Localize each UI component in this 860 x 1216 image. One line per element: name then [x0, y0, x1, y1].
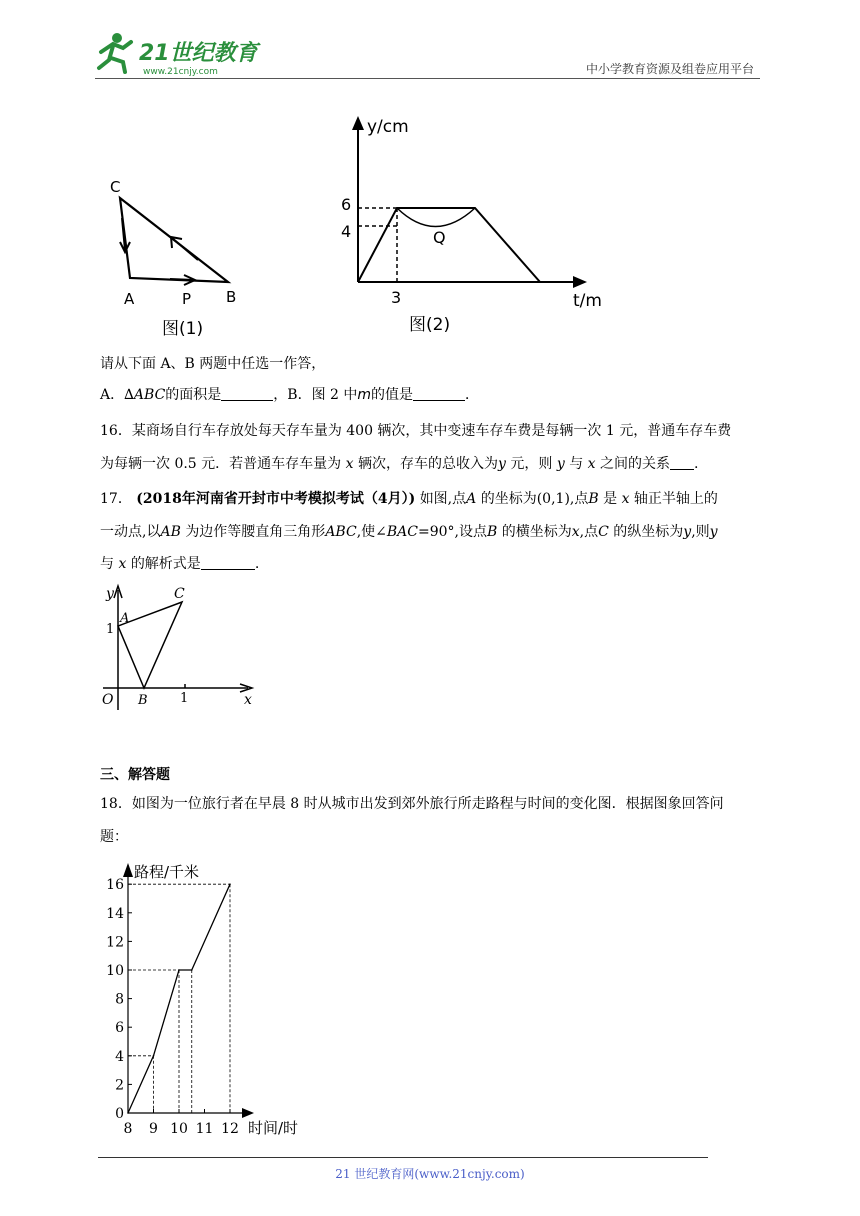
q17-line-1 [100, 489, 718, 509]
label-c: C [110, 178, 121, 196]
y-tick-label-0: 0 [115, 1106, 124, 1122]
tick-label-x-1: 1 [180, 691, 189, 706]
q16-l2e: 之间的关系 [600, 456, 670, 472]
figure-3-coordinate [98, 580, 268, 715]
y-tick-label-8: 8 [115, 991, 124, 1008]
series-point-4 [229, 883, 231, 885]
q16-y2: y [556, 456, 565, 472]
q16-line-1: 16．某商场自行车存放处每天存车量为 400 辆次，其中变速车存车费是每辆一次 1 元，普通车存车费 [100, 423, 732, 439]
label-y: y [106, 586, 114, 602]
q17-y: y [683, 524, 692, 540]
q15-blank-a [221, 387, 273, 401]
q15-delta: ∆ [124, 387, 134, 403]
series-point-1 [153, 1055, 155, 1057]
q17-B2: B [487, 524, 498, 540]
q17-l1a: 如图,点 [419, 491, 467, 507]
q17-l2a: 一动点,以 [100, 524, 161, 540]
figure-1-triangle [100, 170, 260, 345]
label-q: Q [433, 228, 446, 247]
q17-l1d: 轴正半轴上的 [633, 491, 718, 507]
q18-line-2: 题： [100, 829, 128, 845]
series-point-2 [178, 969, 180, 971]
q16-l2d: 与 [569, 456, 584, 472]
y-tick-label-12: 12 [106, 934, 124, 951]
logo-url: www.21cnjy.com [143, 67, 218, 77]
x-tick-label-10: 10 [170, 1121, 188, 1137]
q17-x3: x [118, 556, 127, 572]
y-axis-arrow [352, 116, 364, 130]
q16-x2: x [587, 456, 596, 472]
q16-end: . [694, 456, 699, 472]
y-tick-label-16: 16 [106, 877, 124, 894]
y-tick-label-14: 14 [106, 905, 124, 922]
tick-y-6: 6 [341, 195, 352, 214]
q17-num: 17． [100, 491, 132, 507]
label-x: x [244, 692, 252, 708]
q16-y: y [497, 456, 506, 472]
arrow-b-to-c [171, 237, 198, 260]
q17-l2d: =90°,设点 [418, 524, 487, 540]
x-axis-arrow [573, 276, 587, 288]
q17-y2: y [709, 524, 718, 540]
q17-BAC: BAC [386, 524, 418, 540]
page-header [95, 30, 760, 82]
q16-l2c: 元，则 [510, 456, 553, 472]
series-line [128, 884, 230, 1113]
q17-l1b: 的坐标为(0,1),点 [480, 491, 589, 507]
graph-path [358, 208, 540, 282]
label-p: P [182, 290, 192, 308]
x-tick-label-8: 8 [123, 1121, 133, 1137]
q15-m: m [357, 387, 372, 403]
header-rule [95, 78, 760, 79]
chart-x-label: 时间/时 [248, 1119, 299, 1137]
y-axis-label: y/cm [367, 117, 409, 137]
q17-line-2 [100, 522, 718, 542]
label-a: A [120, 611, 130, 626]
chart-x-axis-arrow [242, 1108, 254, 1118]
label-b: B [226, 288, 237, 306]
q16-line-2 [100, 454, 698, 474]
site-name: 中小学教育资源及组卷应用平台 [585, 62, 754, 76]
figure-2-graph [335, 110, 625, 335]
y-tick-label-10: 10 [106, 963, 124, 979]
y-tick-label-4: 4 [115, 1048, 124, 1065]
chart-y-axis-arrow [123, 863, 133, 877]
label-b: B [138, 693, 148, 708]
q17-line-3 [100, 554, 259, 574]
runner-icon [99, 33, 131, 72]
q15-a-text: 的面积是 [165, 387, 222, 403]
x-tick-label-9: 9 [149, 1121, 158, 1137]
q17-B: B [588, 491, 599, 507]
q16-x: x [345, 456, 354, 472]
q17-l2b: 为边作等腰直角三角形 [185, 524, 326, 540]
q17-l1c: 是 [603, 491, 618, 507]
footer-text: 21 世纪教育网(www.21cnjy.com) [335, 1167, 525, 1181]
q15-blank-b [413, 387, 465, 401]
arrow-a-to-b [170, 275, 195, 285]
section-title: 三、解答题 [100, 767, 170, 783]
label-a: A [124, 290, 135, 308]
site-logo [95, 30, 265, 78]
x-tick-label-12: 12 [221, 1121, 239, 1137]
q17-l2e: 的横坐标为 [501, 524, 572, 540]
label-o: O [102, 692, 114, 708]
q17-l3a: 与 [100, 556, 114, 572]
series-point-3 [191, 969, 193, 971]
footer-rule [98, 1157, 708, 1158]
distance-time-chart [108, 855, 338, 1145]
tick-y-4: 4 [341, 222, 352, 241]
figure-2-caption: 图(2) [409, 315, 451, 335]
q17-end: . [254, 556, 260, 572]
q18-line-1: 18．如图为一位旅行者在早晨 8 时从城市出发到郊外旅行所走路程与时间的变化图．根据图象回答问 [100, 796, 724, 812]
q17-blank [201, 556, 255, 570]
q17-l2c: ,使∠ [356, 524, 387, 540]
q15-abc: ABC [133, 387, 166, 403]
series-point-0 [127, 1112, 129, 1114]
q17-l2h: ,则 [691, 524, 710, 540]
q17-l3b: 的解析式是 [130, 556, 201, 572]
q17-x: x [621, 491, 630, 507]
q17-A: A [466, 491, 477, 507]
chart-y-label: 路程/千米 [134, 863, 200, 881]
q15-end: ． [465, 387, 480, 403]
q17-C: C [598, 524, 609, 540]
label-c: C [174, 586, 185, 602]
q15-intro: 请从下面 A、B 两题中任选一作答， [100, 356, 326, 372]
x-tick-label-11: 11 [195, 1121, 214, 1137]
curve-q [397, 208, 475, 227]
q17-AB: AB [160, 524, 181, 540]
q15-options [100, 385, 479, 405]
y-tick-label-2: 2 [115, 1077, 124, 1094]
tick-label-y-1: 1 [106, 622, 115, 637]
q16-blank [670, 456, 694, 470]
q17-l2g: 的纵坐标为 [613, 524, 684, 540]
q16-l2b: 辆次，存车的总收入为 [357, 456, 498, 472]
y-tick-label-6: 6 [115, 1020, 124, 1037]
q15-a-prefix: A． [100, 387, 125, 403]
tick-x-3: 3 [391, 288, 402, 307]
q17-source: (2018年河南省开封市中考模拟考试（4月）) [136, 491, 416, 507]
q17-l2f: ,点 [579, 524, 599, 540]
figure-1-caption: 图(1) [162, 319, 204, 339]
x-axis-label: t/m [573, 291, 602, 311]
q17-ABC: ABC [325, 524, 357, 540]
q16-l2a: 为每辆一次 0.5 元．若普通车存车量为 [100, 456, 342, 472]
logo-text: 21世纪教育 [139, 41, 258, 66]
q15-b-suffix: 的值是 [371, 387, 414, 403]
q17-x2: x [571, 524, 580, 540]
q15-b-text: ，B．图 2 中 [273, 387, 358, 403]
